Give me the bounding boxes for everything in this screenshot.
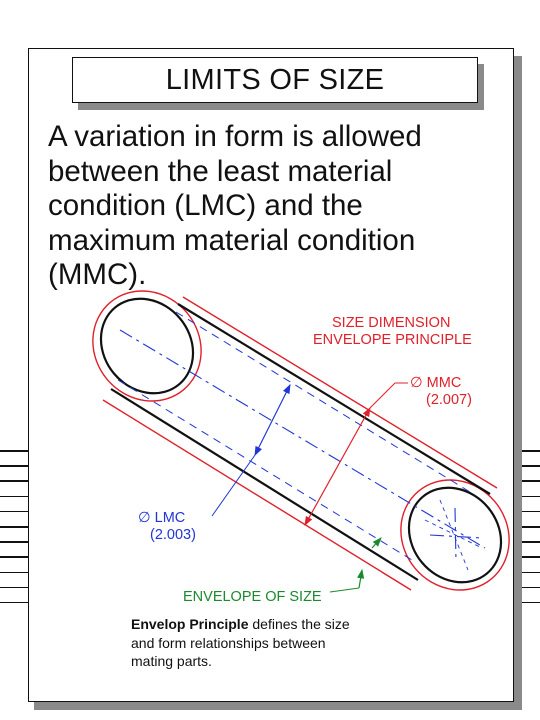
caption-rest: defines the size and form relationships between mating parts. <box>131 616 350 669</box>
caption-bold: Envelop Principle <box>131 616 249 632</box>
size-dimension-label: SIZE DIMENSION <box>332 315 451 331</box>
slide-title: LIMITS OF SIZE <box>72 57 478 103</box>
caption <box>131 615 371 671</box>
lmc-value: (2.003) <box>150 527 196 543</box>
lmc-label: ∅ LMC <box>138 510 186 526</box>
envelope-of-size-label: ENVELOPE OF SIZE <box>183 589 322 605</box>
mmc-leader <box>370 383 395 408</box>
lmc-dimension-line <box>255 385 290 455</box>
mmc-label: ∅ MMC <box>410 375 462 391</box>
envelope-principle-label: ENVELOPE PRINCIPLE <box>313 332 472 348</box>
envelope-outline <box>71 269 532 612</box>
body-text: A variation in form is allowed between the least material condition (LMC) and the maximum material condition (MMC). <box>48 120 422 291</box>
mmc-dimension-line <box>305 408 370 525</box>
envelope-arrow-top <box>372 538 381 548</box>
envelope-arrow-bottom <box>359 570 362 588</box>
envelope-leader <box>330 588 359 592</box>
cylinder-body <box>82 280 520 601</box>
mmc-value: (2.007) <box>426 392 472 408</box>
